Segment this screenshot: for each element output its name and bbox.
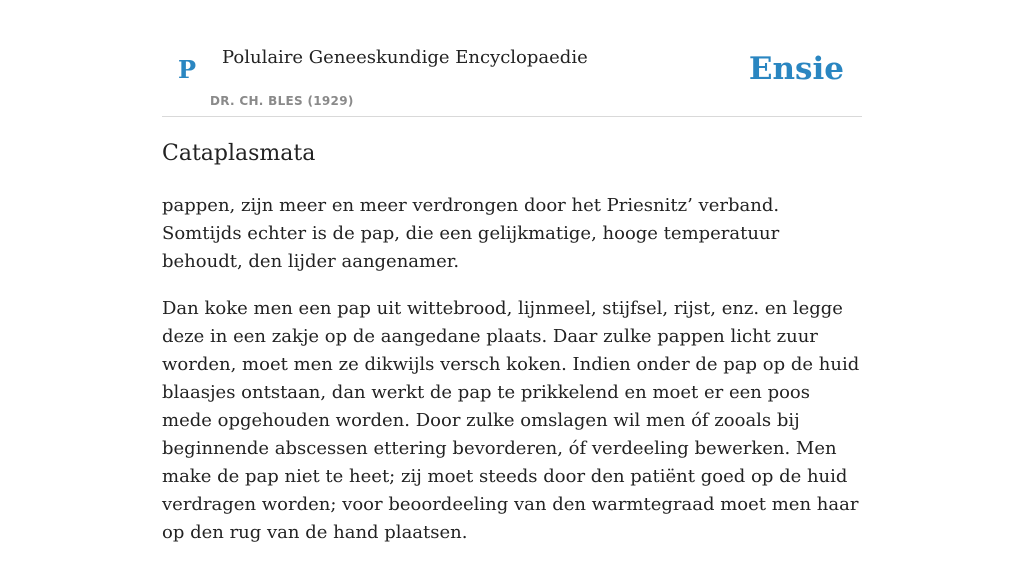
- article-page: [162, 0, 862, 543]
- publication-author: DR. CH. BLES (1929): [210, 94, 354, 108]
- publication-header: [162, 0, 862, 117]
- article-paragraph: Dan koke men een pap uit wittebrood, lijnmeel, stijfsel, rijst, enz. en legge deze in een zakje op de aangedane plaats. Daar zulke pappen licht zuur worden, moet men ze dikwijls versch koken. Indien onder de pap op de huid blaasjes ontstaan, dan werkt de pap te prikkelend en moet er een poos mede opgehouden worden. Door zulke omslagen wil men óf zooals bij beginnende abscessen ettering bevorderen, óf verdeeling bewerken. Men make de pap niet te heet; zij moet steeds door den patiënt goed op de huid verdragen worden; voor beoordeeling van den warmtegraad moet men haar op den rug van de hand plaatsen.: [162, 298, 860, 543]
- publication-title[interactable]: Polulaire Geneeskundige Encyclopaedie: [222, 47, 588, 68]
- article-title: Cataplasmata: [162, 141, 316, 166]
- article-body: [162, 192, 862, 566]
- article-paragraph: pappen, zijn meer en meer verdrongen door het Priesnitz’ verband. Somtijds echter is de pap, die een gelijkmatige, hooge temperatuur behoudt, den lijder aangenamer.: [162, 195, 780, 272]
- site-logo[interactable]: Ensie: [748, 51, 844, 87]
- publication-logo[interactable]: P: [178, 55, 197, 84]
